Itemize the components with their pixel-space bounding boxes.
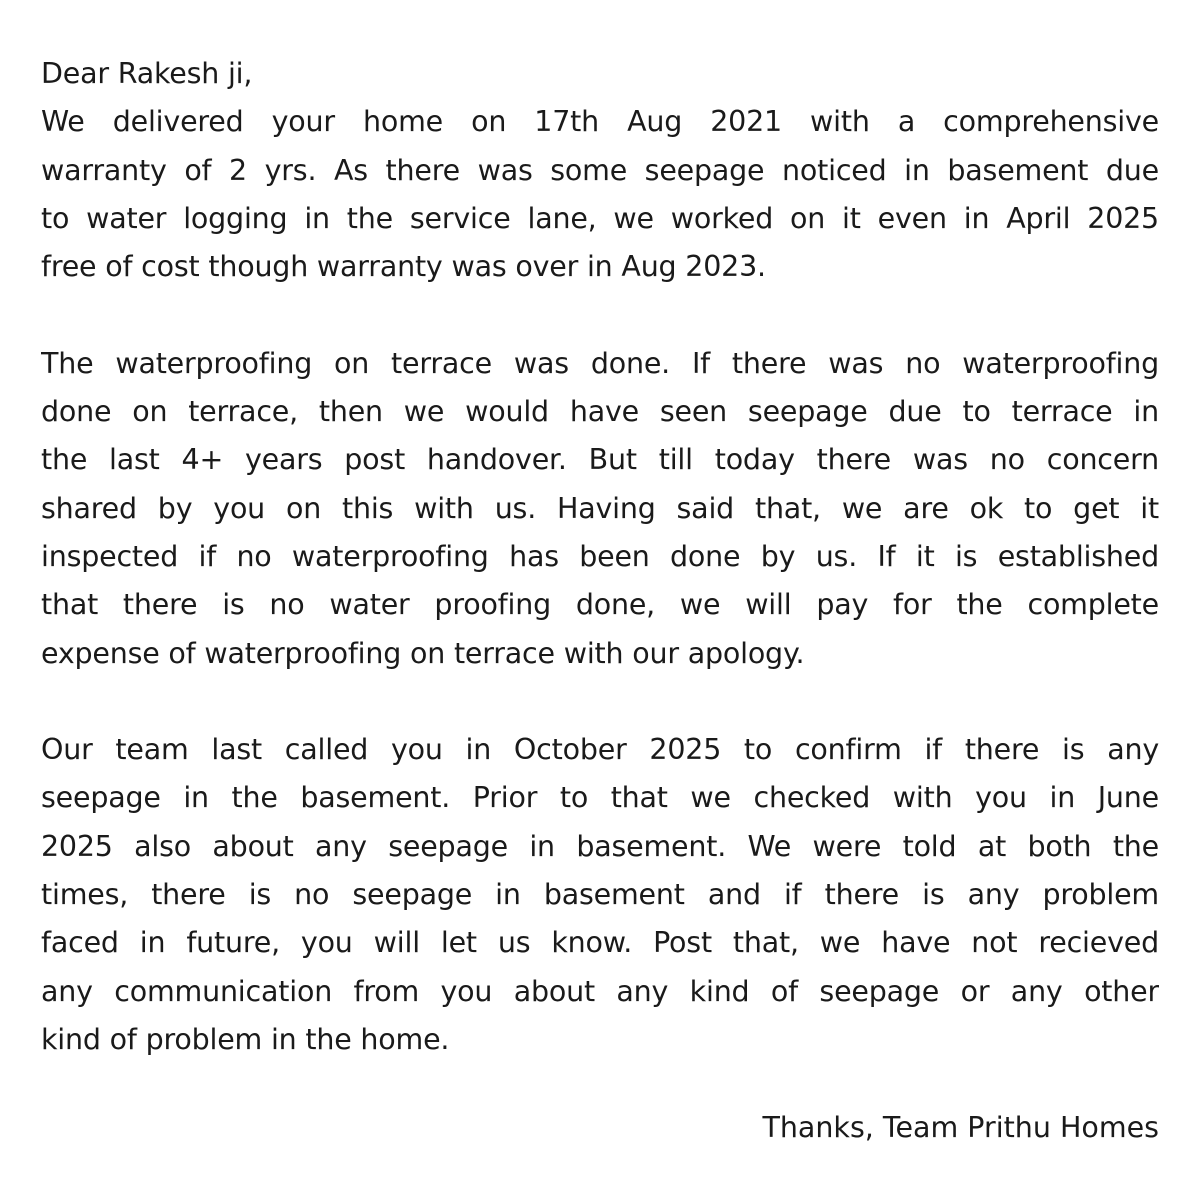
letter-body bbox=[41, 50, 1159, 1064]
paragraph-2 bbox=[41, 340, 1159, 678]
paragraph-line: We delivered your home on 17th Aug 2021 with a comprehensive bbox=[41, 105, 1159, 139]
paragraph-line: The waterproofing on terrace was done. If there was no waterproofing bbox=[41, 346, 1159, 380]
paragraph-1 bbox=[41, 98, 1159, 291]
paragraph-spacer bbox=[41, 291, 1159, 339]
paragraph-line: times, there is no seepage in basement and if there is any problem bbox=[41, 878, 1159, 912]
paragraph-spacer bbox=[41, 678, 1159, 726]
paragraph-line: any communication from you about any kind of seepage or any other bbox=[41, 974, 1159, 1008]
paragraph-line: Our team last called you in October 2025 to confirm if there is any bbox=[41, 733, 1159, 767]
paragraph-line: expense of waterproofing on terrace with our apology. bbox=[41, 636, 805, 670]
paragraph-line: inspected if no waterproofing has been done by us. If it is established bbox=[41, 539, 1159, 573]
paragraph-line: the last 4+ years post handover. But till today there was no concern bbox=[41, 443, 1159, 477]
paragraph-line: to water logging in the service lane, we worked on it even in April 2025 bbox=[41, 201, 1159, 235]
salutation: Dear Rakesh ji, bbox=[41, 57, 253, 90]
paragraph-line: 2025 also about any seepage in basement. We were told at both the bbox=[41, 829, 1159, 863]
paragraph-line: shared by you on this with us. Having said that, we are ok to get it bbox=[41, 491, 1159, 525]
paragraph-line: done on terrace, then we would have seen seepage due to terrace in bbox=[41, 395, 1159, 429]
paragraph-line: free of cost though warranty was over in Aug 2023. bbox=[41, 250, 766, 284]
paragraph-line: that there is no water proofing done, we will pay for the complete bbox=[41, 588, 1159, 622]
paragraph-3 bbox=[41, 726, 1159, 1064]
paragraph-line: kind of problem in the home. bbox=[41, 1022, 450, 1056]
paragraph-line: seepage in the basement. Prior to that we checked with you in June bbox=[41, 781, 1159, 815]
paragraph-line: faced in future, you will let us know. Post that, we have not recieved bbox=[41, 926, 1159, 960]
signoff: Thanks, Team Prithu Homes bbox=[762, 1111, 1159, 1144]
paragraph-line: warranty of 2 yrs. As there was some seepage noticed in basement due bbox=[41, 153, 1159, 187]
